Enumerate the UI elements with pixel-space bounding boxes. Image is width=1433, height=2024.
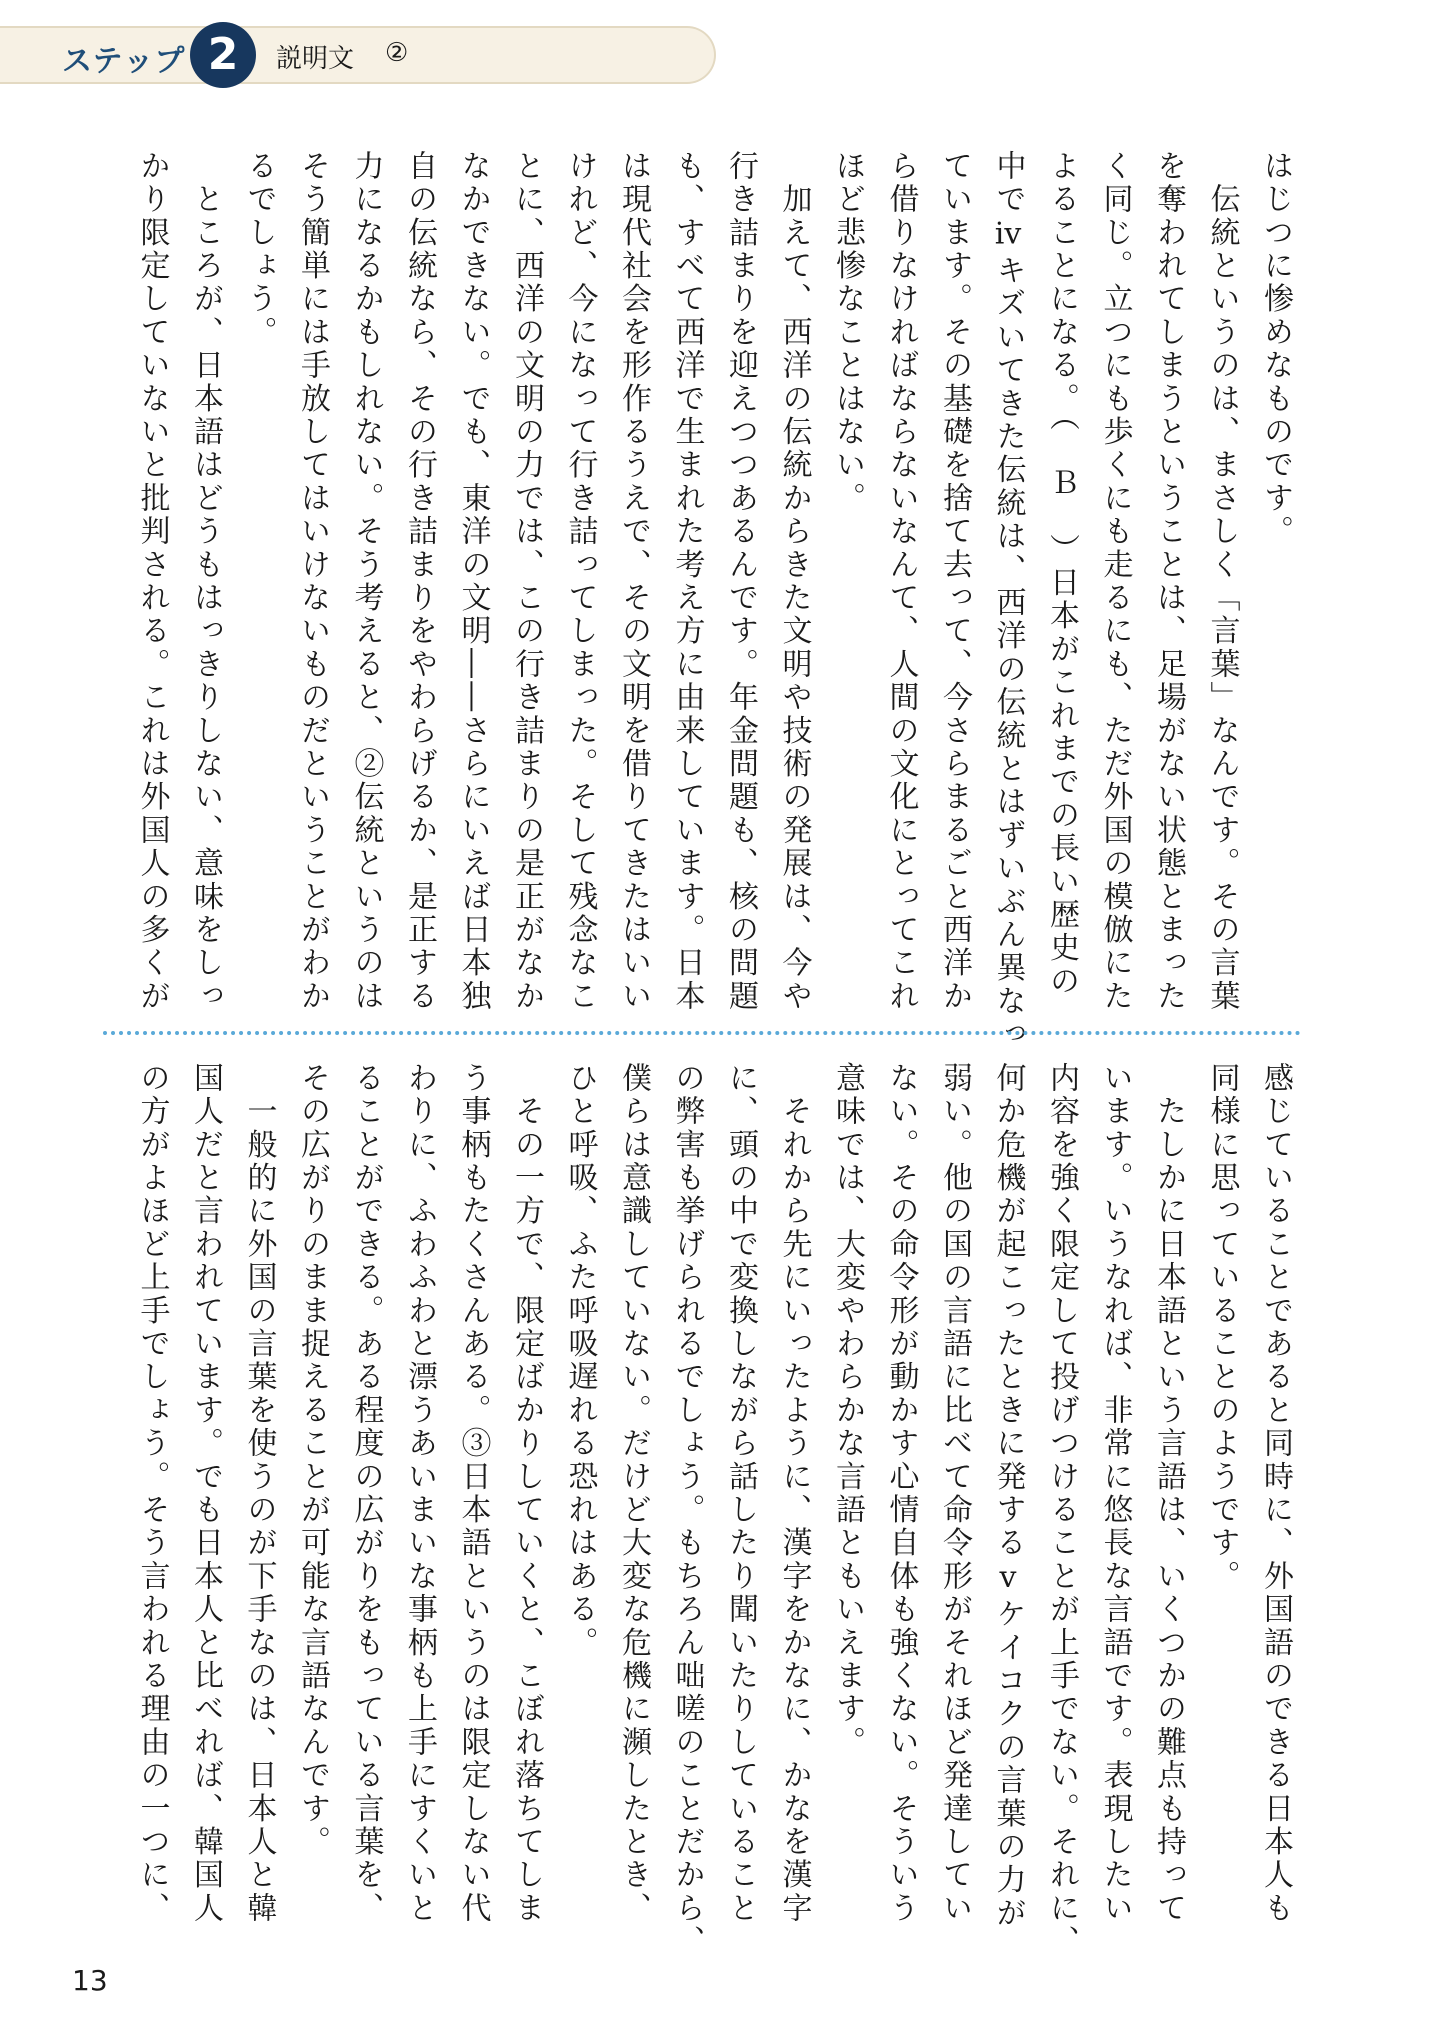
text-column: はじつに惨めなものです。 [1258,150,1293,549]
text-column: ない。その命令形が動かす心情自体も強くない。そういう [883,1062,919,1926]
text-column: ところが、日本語はどうもはっきりしない、意味をしっ [188,150,223,1014]
text-column: たしかに日本語という言語は、いくつかの難点も持って [1151,1062,1186,1926]
text-column: 何か危機が起こったときに発するⅴケイコクの言葉の力が [990,1062,1026,1931]
text-column: の弊害も挙げられるでしょう。もちろん咄嗟のことだから、 [669,1062,705,1959]
section-title: 説明文 [276,44,355,74]
reading-passage-bottom [112,1062,1302,1959]
text-column: とに、西洋の文明の力では、この行き詰まりの是正がなか [509,150,544,1014]
text-column: に、頭の中で変換しながら話したり聞いたりしていること [723,1062,758,1926]
text-column: よることになる。（ Ｂ ）日本がこれまでの長い歴史の [1044,150,1079,999]
text-column: 意味では、大変やわらかな言語ともいえます。 [830,1062,865,1760]
text-column: ることができる。ある程度の広がりをもっている言葉を、 [348,1062,384,1926]
text-column: なかできない。でも、東洋の文明――さらにいえば日本独 [455,150,491,1014]
text-column: その広がりのまま捉えることが可能な言語なんです。 [295,1062,330,1859]
text-column: 中でⅳキズいてきた伝統は、西洋の伝統とはずいぶん異なっ [990,150,1026,1052]
text-column: ています。その基礎を捨て去って、今さらまるごと西洋か [937,150,972,1014]
text-column: 一般的に外国の言葉を使うのが下手なのは、日本人と韓 [241,1062,277,1926]
text-column: 弱い。他の国の言語に比べて命令形がそれほど発達してい [937,1062,972,1926]
text-column: う事柄もたくさんある。③日本語というのは限定しない代 [455,1062,491,1926]
text-column: も、すべて西洋で生まれた考え方に由来しています。日本 [669,150,705,1014]
step-number-badge: 2 [190,22,256,88]
text-column: そう簡単には手放してはいけないものだということがわか [295,150,330,1014]
section-number: ② [385,38,409,68]
text-column: 伝統というのは、まさしく「言葉」なんです。その言葉 [1204,150,1240,1014]
text-column: 感じていることであると同時に、外国語のできる日本人も [1258,1062,1293,1926]
text-column: います。いうなれば、非常に悠長な言語です。表現したい [1097,1062,1133,1926]
text-column: の方がよほど上手でしょう。そう言われる理由の一つに、 [134,1062,170,1926]
text-column: 加えて、西洋の伝統からきた文明や技術の発展は、今や [776,150,812,1014]
text-column: は現代社会を形作るうえで、その文明を借りてきたはいい [616,150,651,1014]
text-column: ら借りなければならないなんて、人間の文化にとってこれ [883,150,919,1014]
text-column: ほど悲惨なことはない。 [830,150,865,516]
text-column: かり限定していないと批判される。これは外国人の多くが [134,150,170,1014]
text-column: 僕らは意識していない。だけど大変な危機に瀕したとき、 [616,1062,651,1926]
text-column: 国人だと言われています。でも日本人と比べれば、韓国人 [188,1062,223,1926]
section-header [0,26,716,84]
text-column: を奪われてしまうということは、足場がない状態とまった [1151,150,1186,1014]
text-column: く同じ。立つにも歩くにも走るにも、ただ外国の模倣にた [1097,150,1133,1014]
text-column: その一方で、限定ばかりしていくと、こぼれ落ちてしま [509,1062,544,1926]
text-column: それから先にいったように、漢字をかなに、かなを漢字 [776,1062,812,1926]
text-column: 内容を強く限定して投げつけることが上手でない。それに、 [1044,1062,1079,1959]
text-column: けれど、今になって行き詰ってしまった。そして残念なこ [562,150,598,1014]
text-column: 自の伝統なら、その行き詰まりをやわらげるか、是正する [402,150,437,1014]
text-column: ひと呼吸、ふた呼吸遅れる恐れはある。 [562,1062,598,1660]
section-divider [103,1031,1301,1035]
page-number: 13 [72,1964,108,1997]
text-column: わりに、ふわふわと漂うあいまいな事柄も上手にすくいと [402,1062,437,1926]
text-column: 力になるかもしれない。そう考えると、②伝統というのは [348,150,384,1014]
text-column: 行き詰まりを迎えつつあるんです。年金問題も、核の問題 [723,150,758,1014]
text-column: るでしょう。 [241,150,277,350]
reading-passage-top [112,150,1302,1052]
text-column: 同様に思っていることのようです。 [1204,1062,1240,1594]
step-label: ステップ [62,44,186,79]
